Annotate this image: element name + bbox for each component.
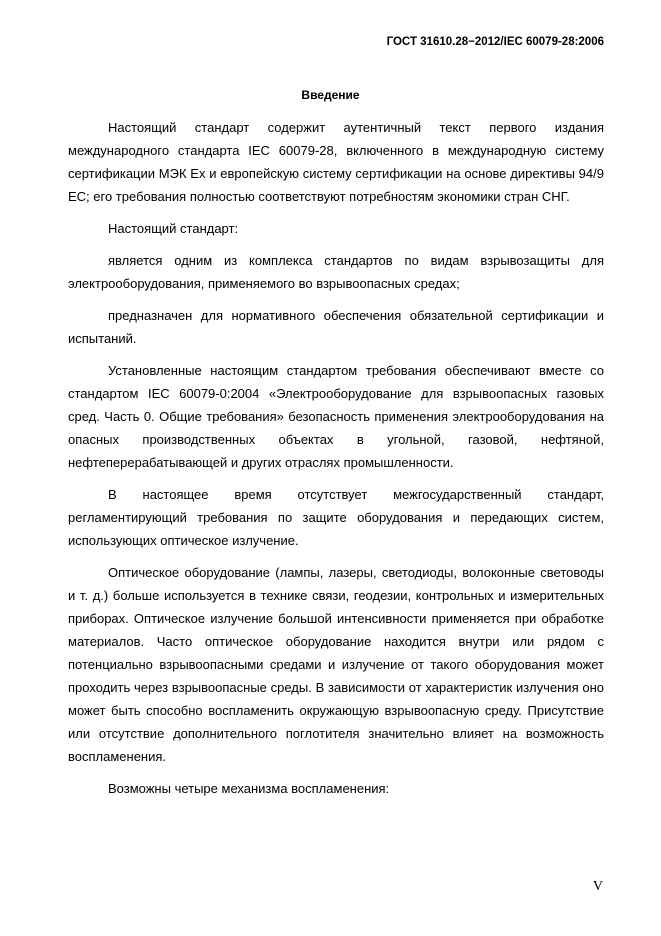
paragraph: предназначен для нормативного обеспечения обязательной сертификации и испытаний. (68, 308, 604, 346)
paragraph: Настоящий стандарт: (108, 221, 239, 236)
paragraph: Настоящий стандарт содержит аутентичный текст первого издания международного стандарта IEC 60079-28, включенного в международную систему сертификации МЭК Ex и европейскую систему сертификации на основе директивы 94/9 ЕС; его требования полностью соответствуют потребностям экономики стран СНГ. (68, 120, 604, 204)
document-header: ГОСТ 31610.28−2012/IEC 60079-28:2006 (386, 36, 604, 48)
paragraph: Установленные настоящим стандартом требования обеспечивают вместе со стандартом IEC 60079-0:2004 «Электрооборудование для взрывоопасных газовых сред. Часть 0. Общие требования» безопасность применения электрооборудования на опасных производственных объектах в угольной, газовой, нефтяной, нефтеперерабатывающей и других отраслях промышленности. (68, 363, 604, 470)
paragraph: Оптическое оборудование (лампы, лазеры, светодиоды, волоконные световоды и т. д.) больше используется в технике связи, геодезии, контрольных и измерительных приборах. Оптическое излучение большой интенсивности применяется при обработке материалов. Часто оптическое оборудование находится внутри или рядом с потенциально взрывоопасными средами и излучение от такого оборудования может проходить через взрывоопасные среды. В зависимости от характеристик излучения оно может быть способно воспламенить окружающую взрывоопасную среду. Присутствие или отсутствие дополнительного поглотителя значительно влияет на возможность воспламенения. (68, 565, 604, 764)
paragraph: Возможны четыре механизма воспламенения: (108, 781, 390, 796)
paragraph: В настоящее время отсутствует межгосударственный стандарт, регламентирующий требования по защите оборудования и передающих систем, использующих оптическое излучение. (68, 487, 604, 548)
section-title: Введение (301, 88, 360, 102)
document-body (68, 116, 604, 809)
page-number: V (592, 879, 603, 894)
paragraph: является одним из комплекса стандартов по видам взрывозащиты для электрооборудования, применяемого во взрывоопасных средах; (68, 253, 604, 291)
